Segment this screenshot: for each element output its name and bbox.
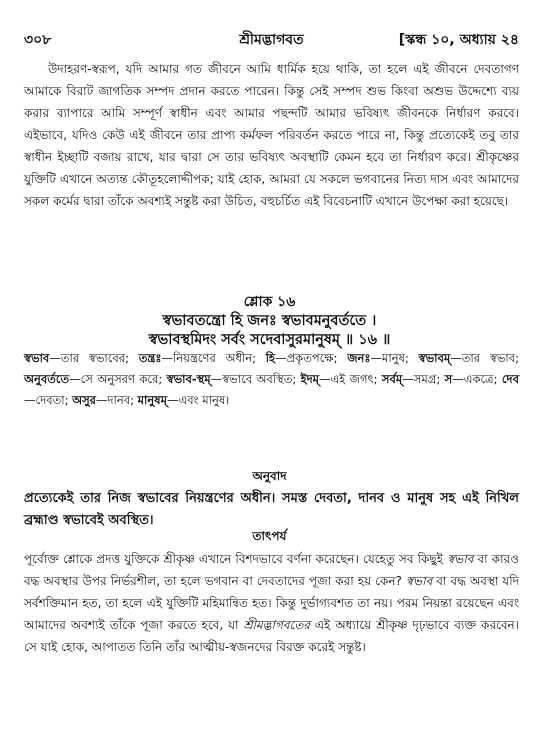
purport-emphasis: স্বভাব xyxy=(446,552,474,566)
intro-text: উদাহরণ-স্বরূপ, যদি আমার গত জীবনে আমি ধার্মিক হয়ে থাকি, তা হলে এই জীবনে দেবতাগণ আমাকে বিরাট জাগতিক সম্পদ প্রদান করতে পারেন। কিন্তু সেই সম্পদ শুভ কিংবা অশুভ উদ্দেশ্যে ব্যয় করার ব্যাপারে আমি সম্পূর্ণ স্বাধীন এবং আমার পছন্দটি আমার ভবিষ্যৎ জীবনকে নির্ধারণ করবে। এইভাবে, যদিও কেউ এই জীবনে তার প্রাপ্য কর্মফল পরিবর্তন করতে পারে না, কিন্তু প্রত্যেকেই তবু তার স্বাধীন ইচ্ছাটি বজায় রাখে, যার দ্বারা সে তার ভবিষ্যৎ অবস্থাটি কেমন হবে তা নির্ধারণ করে। শ্রীকৃষ্ণের যুক্তিটি এখানে অত্যন্ত কৌতূহলোদ্দীপক; যাই হোক, আমরা যে সকলে ভগবানের নিত্য দাস এবং আমাদের সকল কর্মের দ্বারা তাঁকে অবশ্যই সন্তুষ্ট করা উচিত, বহুচর্চিত এই বিবেচনাটি এখানে উপেক্ষা করা হয়েছে। xyxy=(24,62,519,208)
synonym-meaning: —এবং মানুষ। xyxy=(166,393,230,407)
synonym-meaning: —তার স্বভাবের; xyxy=(49,351,139,365)
intro-paragraph xyxy=(24,58,519,212)
synonym-meaning: —মানুষ; xyxy=(370,351,419,365)
purport-emphasis: স্বভাব xyxy=(405,574,433,588)
synonym-word: হি xyxy=(265,351,276,365)
synonym-word: সর্বম্ xyxy=(381,372,403,386)
purport-paragraph xyxy=(24,548,519,658)
synonym-word: তন্ত্রঃ xyxy=(138,351,162,365)
synonym-word: স্বভাব-স্থম্ xyxy=(166,372,211,386)
synonym-meaning: —এই জগৎ; xyxy=(319,372,382,386)
synonym-meaning: —তার স্বভাব; xyxy=(450,351,519,365)
verse-line-2: স্বভাবস্থমিদং সর্বং সদেবাসুরমানুষম্ ॥ ১৬ ॥ xyxy=(148,332,391,348)
purport-emphasis: শ্রীমদ্ভাগবতের xyxy=(243,618,310,632)
synonym-meaning: —সমগ্র; xyxy=(402,372,445,386)
synonym-word: অসুর xyxy=(72,393,96,407)
translation-text: প্রত্যেকেই তার নিজ স্বভাবের নিয়ন্ত্রণের অধীন। সমস্ত দেবতা, দানব ও মানুষ সহ এই নিখিল ব্রহ্মাণ্ড স্বভাবেই অবস্থিত। xyxy=(24,491,519,528)
synonym-word: দেব xyxy=(501,372,519,386)
page-header xyxy=(24,28,519,48)
synonym-meaning: —প্রকৃতপক্ষে; xyxy=(275,351,348,365)
translation-title: অনুবাদ xyxy=(252,469,287,483)
synonym-meaning: —দানব; xyxy=(96,393,138,407)
synonym-meaning: —স্বভাবে অবস্থিত; xyxy=(210,372,301,386)
purport-text: বা কারও বদ্ধ অবস্থার উপর নির্ভরশীল, তা হলে ভগবান বা দেবতাদের পূজা করা হয় কেন? xyxy=(24,552,519,588)
purport-text: বা বদ্ধ অবস্থা যদি সর্বশক্তিমান হত, তা হলে এই যুক্তিটি মহিমান্বিত হত। কিন্তু দুর্ভাগ্যবশত তা নয়। পরম নিয়ন্তা রয়েছেন এবং আমাদের অবশ্যই তাঁকে পূজা করতে হবে, যা xyxy=(24,574,520,632)
synonym-meaning: —নিয়ন্ত্রণের অধীন; xyxy=(161,351,266,365)
verse-line-1: স্বভাবতন্ত্রো হি জনঃ স্বভাবমনুবর্ততে । xyxy=(162,313,377,329)
synonym-word: স্বভাব xyxy=(24,351,50,365)
purport-text: পূর্বোক্ত শ্লোকে প্রদত্ত যুক্তিকে শ্রীকৃষ্ণ এখানে বিশদভাবে বর্ণনা করেছেন। যেহেতু সব কিছুই xyxy=(24,552,447,566)
verse-heading: শ্লোক ১৬ xyxy=(243,294,296,310)
synonym-word: স্বভাবম্ xyxy=(418,351,451,365)
synonym-meaning: —দেবতা; xyxy=(24,393,73,407)
synonym-word: মানুষম্ xyxy=(137,393,167,407)
synonym-word: অনুবর্ততে xyxy=(24,372,70,386)
synonym-word: স xyxy=(444,372,453,386)
purport-text: এই অধ্যায়ে শ্রীকৃষ্ণ দৃঢ়ভাবে ব্যক্ত করবেন। সে যাই হোক, আপাতত তিনি তাঁর আত্মীয়-স্বজনদের বিরক্ত করেই সন্তুষ্ট। xyxy=(24,618,520,654)
synonym-word: জনঃ xyxy=(347,351,371,365)
chapter-reference: [স্কন্ধ ১০, অধ্যায় ২৪ xyxy=(398,32,519,48)
synonym-meaning: —সে অনুসরণ করে; xyxy=(69,372,167,386)
page-number: ৩০৮ xyxy=(24,32,52,48)
synonyms xyxy=(24,348,519,411)
synonym-meaning: —একত্রে; xyxy=(452,372,502,386)
book-title: শ্রীমদ্ভাগবত xyxy=(239,32,304,48)
purport-title: তাৎপর্য xyxy=(252,529,287,543)
synonym-word: ইদম্ xyxy=(300,372,320,386)
